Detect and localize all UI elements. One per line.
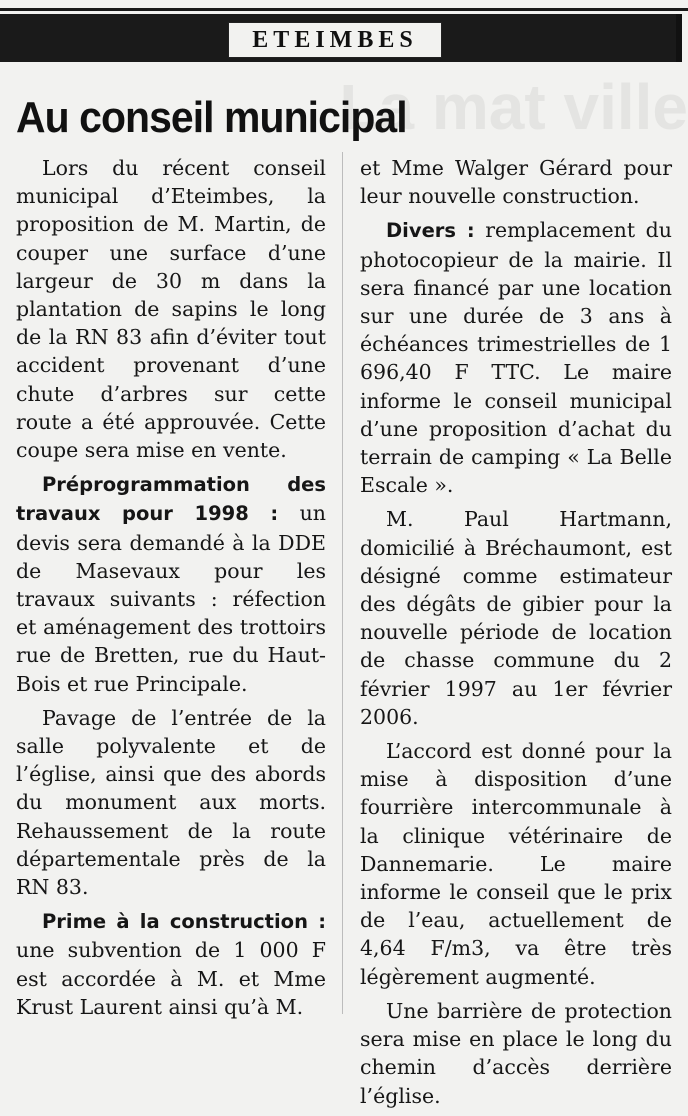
top-rule [0, 8, 688, 11]
paragraph: Prime à la construction : une subvention de 1 000 F est accordée à M. et Mme Krust Laurent ainsi qu’à M. [16, 910, 326, 1019]
section-label: ETEIMBES [228, 22, 442, 58]
article-column-right [360, 154, 672, 1116]
paragraph: et Mme Walger Gérard pour leur nouvelle construction. [360, 156, 672, 209]
paragraph: Une barrière de protection sera mise en place le long du chemin d’accès derrière l’église. [360, 998, 672, 1108]
paragraph: Préprogrammation des travaux pour 1998 : un devis sera demandé à la DDE de Masevaux pour les travaux suivants : réfection et aménagement des trottoirs rue de Bretten, rue du Haut-Bois et rue Principale. [16, 473, 326, 696]
column-divider [342, 152, 343, 1014]
paragraph: M. Paul Hartmann, domicilié à Bréchaumont, est désigné comme estimateur des dégâts de gibier pour la nouvelle période de location de chasse commune du 2 février 1997 au 1er février 2006. [360, 507, 672, 729]
article-headline: Au conseil municipal [16, 93, 407, 142]
paragraph: Divers : remplacement du photocopieur de la mairie. Il sera financé par une location sur une durée de 3 ans à échéances trimestrielles de 1 696,40 F TTC. Le maire informe le conseil municipal d’une proposition d’achat du terrain de camping « La Belle Escale ». [360, 218, 672, 498]
paragraph: L’accord est donné pour la mise à disposition d’une fourrière intercommunale à la clinique vétérinaire de Dannemarie. Le maire informe le conseil que le prix de l’eau, actuellement de 4,64 F/m3, va être très légèrement augmenté. [360, 739, 672, 989]
paragraph: Lors du récent conseil municipal d’Eteimbes, la proposition de M. Martin, de couper une surface d’une largeur de 30 m dans la plantation de sapins le long de la RN 83 afin d’éviter tout accident provenant d’une chute d’arbres sur cette route a été approuvée. Cette coupe sera mise en vente. [16, 156, 326, 463]
paragraph: Pavage de l’entrée de la salle polyvalente et de l’église, ainsi que des abords du monument aux morts. Rehaussement de la route départementale près de la RN 83. [16, 705, 326, 900]
article-column-left [16, 154, 326, 1027]
bleed-through-text: La mat ville [339, 71, 688, 143]
